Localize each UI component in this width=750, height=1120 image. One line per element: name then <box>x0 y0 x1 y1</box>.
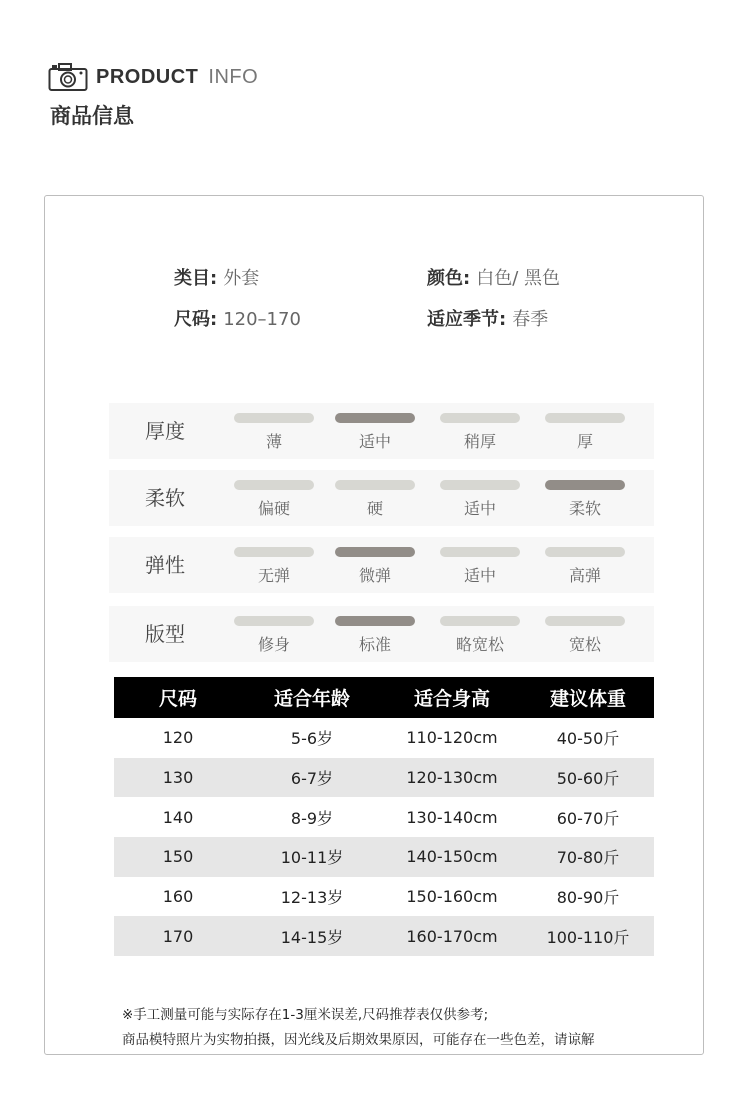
table-cell: 6-7岁 <box>242 758 382 798</box>
attr-category <box>174 264 259 290</box>
size-chart-header: 尺码 <box>114 677 242 718</box>
size-chart-header-row <box>114 677 654 718</box>
size-chart-header: 适合年龄 <box>242 677 382 718</box>
table-cell: 10-11岁 <box>242 837 382 877</box>
table-cell: 100-110斤 <box>522 916 654 956</box>
scale-option-label: 标准 <box>358 635 391 654</box>
attr-season-label: 适应季节: <box>427 309 507 330</box>
scale-bar <box>234 480 314 490</box>
scale-option-label: 适中 <box>358 432 391 451</box>
scale-option-label: 无弹 <box>257 566 290 585</box>
scale-bar <box>440 413 520 423</box>
scale-bar <box>440 547 520 557</box>
scale-option-label: 宽松 <box>568 635 601 654</box>
scale-option-label: 适中 <box>463 566 496 585</box>
scale-option-label: 薄 <box>265 432 282 451</box>
measurement-note: ※手工测量可能与实际存在1-3厘米误差,尺码推荐表仅供参考; <box>122 1007 489 1023</box>
table-row <box>114 916 654 956</box>
attr-season <box>427 305 548 331</box>
table-row <box>114 718 654 758</box>
table-cell: 160-170cm <box>382 916 522 956</box>
table-cell: 150 <box>114 837 242 877</box>
table-row <box>114 797 654 837</box>
scale-option-label: 适中 <box>463 499 496 518</box>
scale-row <box>109 403 654 459</box>
scale-option <box>545 547 625 586</box>
scale-option-label: 硬 <box>366 499 383 518</box>
scale-title: 柔软 <box>145 486 185 510</box>
attr-season-value: 春季 <box>512 309 549 330</box>
scale-option <box>440 413 520 452</box>
attr-category-label: 类目: <box>174 268 218 289</box>
table-cell: 130-140cm <box>406 807 498 827</box>
table-cell: 140 <box>162 807 194 827</box>
scale-option-label: 偏硬 <box>257 499 290 518</box>
attr-size-label: 尺码: <box>174 309 218 330</box>
scale-bar <box>234 616 314 626</box>
scale-option <box>335 616 415 655</box>
color-difference-note: 商品模特照片为实物拍摄，因光线及后期效果原因，可能存在一些色差，请谅解 <box>122 1032 595 1048</box>
scale-bar <box>234 413 314 423</box>
table-cell: 8-9岁 <box>290 808 334 828</box>
table-cell: 80-90斤 <box>556 888 620 908</box>
attr-color <box>427 264 560 290</box>
table-cell: 170 <box>114 916 242 956</box>
scale-option <box>234 547 314 586</box>
table-cell: 5-6岁 <box>290 729 334 749</box>
table-cell: 110-120cm <box>406 728 498 748</box>
scale-option <box>440 616 520 655</box>
table-row <box>114 877 654 917</box>
table-cell: 14-15岁 <box>242 916 382 956</box>
scale-bar <box>545 616 625 626</box>
table-cell: 50-60斤 <box>522 758 654 798</box>
scale-bar <box>234 547 314 557</box>
header-title-cn: 商品信息 <box>50 104 134 128</box>
scale-option-label: 稍厚 <box>463 432 496 451</box>
table-cell: 150-160cm <box>406 887 498 907</box>
scale-option-label: 略宽松 <box>455 635 504 654</box>
scale-option-label: 修身 <box>257 635 290 654</box>
scale-option <box>234 480 314 519</box>
attr-size-value: 120–170 <box>223 309 301 330</box>
scale-bar <box>545 547 625 557</box>
size-chart-table <box>114 677 654 956</box>
scale-option <box>440 547 520 586</box>
table-row <box>114 837 654 877</box>
header-title-bold: PRODUCT <box>96 65 199 88</box>
scale-bar-selected <box>335 413 415 423</box>
scale-option-label: 微弹 <box>358 566 391 585</box>
table-cell: 140-150cm <box>382 837 522 877</box>
attr-category-value: 外套 <box>223 268 260 289</box>
size-chart-header: 建议体重 <box>522 677 654 718</box>
table-cell: 160 <box>162 887 194 907</box>
scale-option <box>440 480 520 519</box>
scale-bar <box>440 480 520 490</box>
scale-option <box>335 413 415 452</box>
scale-option <box>335 480 415 519</box>
scale-option-label: 厚 <box>576 432 593 451</box>
table-cell: 130 <box>114 758 242 798</box>
scale-option <box>545 413 625 452</box>
header-title-light: INFO <box>208 65 259 88</box>
attr-color-label: 颜色: <box>427 268 471 289</box>
scale-option-label: 高弹 <box>568 566 601 585</box>
scale-bar-selected <box>335 616 415 626</box>
size-chart-header: 适合身高 <box>382 677 522 718</box>
scale-title: 厚度 <box>145 419 185 443</box>
scale-option <box>335 547 415 586</box>
scale-bar-selected <box>545 480 625 490</box>
scale-option <box>545 480 625 519</box>
scale-row <box>109 470 654 526</box>
table-cell: 12-13岁 <box>280 888 344 908</box>
scale-bar <box>440 616 520 626</box>
scale-option-label: 柔软 <box>568 499 601 518</box>
scale-bar <box>545 413 625 423</box>
scale-option <box>545 616 625 655</box>
camera-icon <box>48 62 88 92</box>
scale-title: 版型 <box>145 622 185 646</box>
scale-bar-selected <box>335 547 415 557</box>
table-cell: 60-70斤 <box>556 808 620 828</box>
scale-title: 弹性 <box>145 553 185 577</box>
scale-row <box>109 606 654 662</box>
scale-option <box>234 413 314 452</box>
header-title-row <box>48 60 258 94</box>
scale-option <box>234 616 314 655</box>
table-row <box>114 758 654 798</box>
table-cell: 70-80斤 <box>522 837 654 877</box>
page-header <box>48 60 258 130</box>
attr-color-value: 白色/ 黑色 <box>476 268 560 289</box>
attr-size <box>174 305 301 331</box>
scale-row <box>109 537 654 593</box>
table-cell: 120 <box>162 728 194 748</box>
table-cell: 120-130cm <box>382 758 522 798</box>
table-cell: 40-50斤 <box>556 729 620 749</box>
scale-bar <box>335 480 415 490</box>
